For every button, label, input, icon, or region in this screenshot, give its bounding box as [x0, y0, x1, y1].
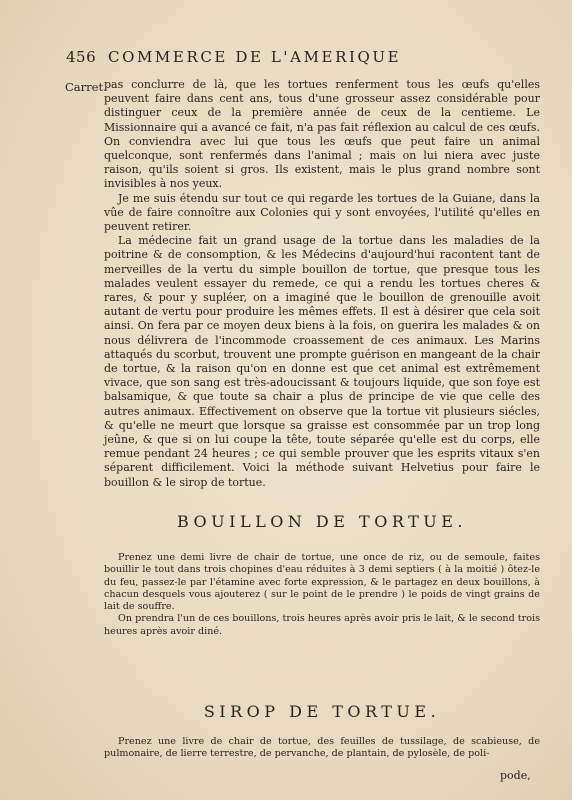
page-header: [66, 48, 536, 68]
paragraph: pas conclurre de là, que les tortues renferment tous les œufs qu'elles peuvent faire dans cent ans, tous d'une grosseur assez considérable pour distinguer ceux de la première année de ceux de la centieme. Le Missionnaire qui a avancé ce fait, n'a pas fait réflexion au calcul de ces œufs. On conviendra avec lui que tous les œufs que peut faire un animal quelconque, sont renfermés dans l'animal ; mais on lui niera avec juste raison, qu'ils soient si gros. Ils existent, mais le plus grand nombre sont invisibles à nos yeux.: [104, 78, 540, 191]
recipe-paragraph: Prenez une livre de chair de tortue, des feuilles de tussilage, de scabieuse, de pulmonaire, de lierre terrestre, de pervanche, de plantain, de pylosèle, de poli-: [104, 736, 540, 760]
recipe-paragraph: Prenez une demi livre de chair de tortue, une once de riz, ou de semoule, faites bouillir le tout dans trois chopines d'eau réduites à 3 demi septiers ( à la moitié ) ôtez-le du feu, passez-le par l'étamine avec forte expression, & le partagez en deux bouillons, à chacun desquels vous ajouterez ( sur le point de le prendre ) le poids de vingt grains de lait de souffre.: [104, 552, 540, 613]
running-head: COMMERCE DE L'AMERIQUE: [108, 48, 402, 66]
catchword: pode,: [500, 769, 531, 782]
paragraph: Je me suis étendu sur tout ce qui regarde les tortues de la Guiane, dans la vûe de faire connoître aux Colonies qui y sont envoyées, l'utilité qu'elles en peuvent retirer.: [104, 191, 540, 234]
recipe-bouillon: [104, 552, 540, 638]
page-number: 456: [66, 48, 97, 66]
body-text: [104, 78, 540, 490]
margin-note: Carret.: [65, 80, 107, 94]
section-title-bouillon: BOUILLON DE TORTUE.: [177, 512, 467, 531]
section-title-sirop: SIROP DE TORTUE.: [203, 702, 441, 721]
paragraph: La médecine fait un grand usage de la tortue dans les maladies de la poitrine & de consomption, & les Médecins d'aujourd'hui racontent tant de merveilles de la vertu du simple bouillon de tortue, que presque tous les malades veulent essayer du remede, ce qui a rendu les tortues cheres & rares, & pour y supléer, on a imaginé que le bouillon de grenouille avoit autant de vertu pour produire les mêmes effets. Il est à désirer que cela soit ainsi. On fera par ce moyen deux biens à la fois, on guerira les malades & on nous délivrera de l'incommode croassement de ces animaux. Les Marins attaqués du scorbut, trouvent une prompte guérison en mangeant de la chair de tortue, & la raison qu'on en donne est que cet animal est extrêmement vivace, que son sang est très-adoucissant & toujours liquide, que son foye est balsamique, & que toute sa chair a plus de principe de vie que celle des autres animaux. Effectivement on observe que la tortue vit plusieurs siécles, & qu'elle ne meurt que lorsque sa graisse est consommée par un trop long jeûne, & que si on lui coupe la tête, toute séparée qu'elle est du corps, elle remue pendant 24 heures ; ce qui semble prouver que les esprits vitaux s'en séparent difficilement. Voici la méthode suivant Helvetius pour faire le bouillon & le sirop de tortue.: [104, 234, 540, 489]
recipe-sirop: [104, 736, 540, 761]
recipe-paragraph: On prendra l'un de ces bouillons, trois heures après avoir pris le lait, & le second trois heures après avoir diné.: [104, 613, 540, 637]
